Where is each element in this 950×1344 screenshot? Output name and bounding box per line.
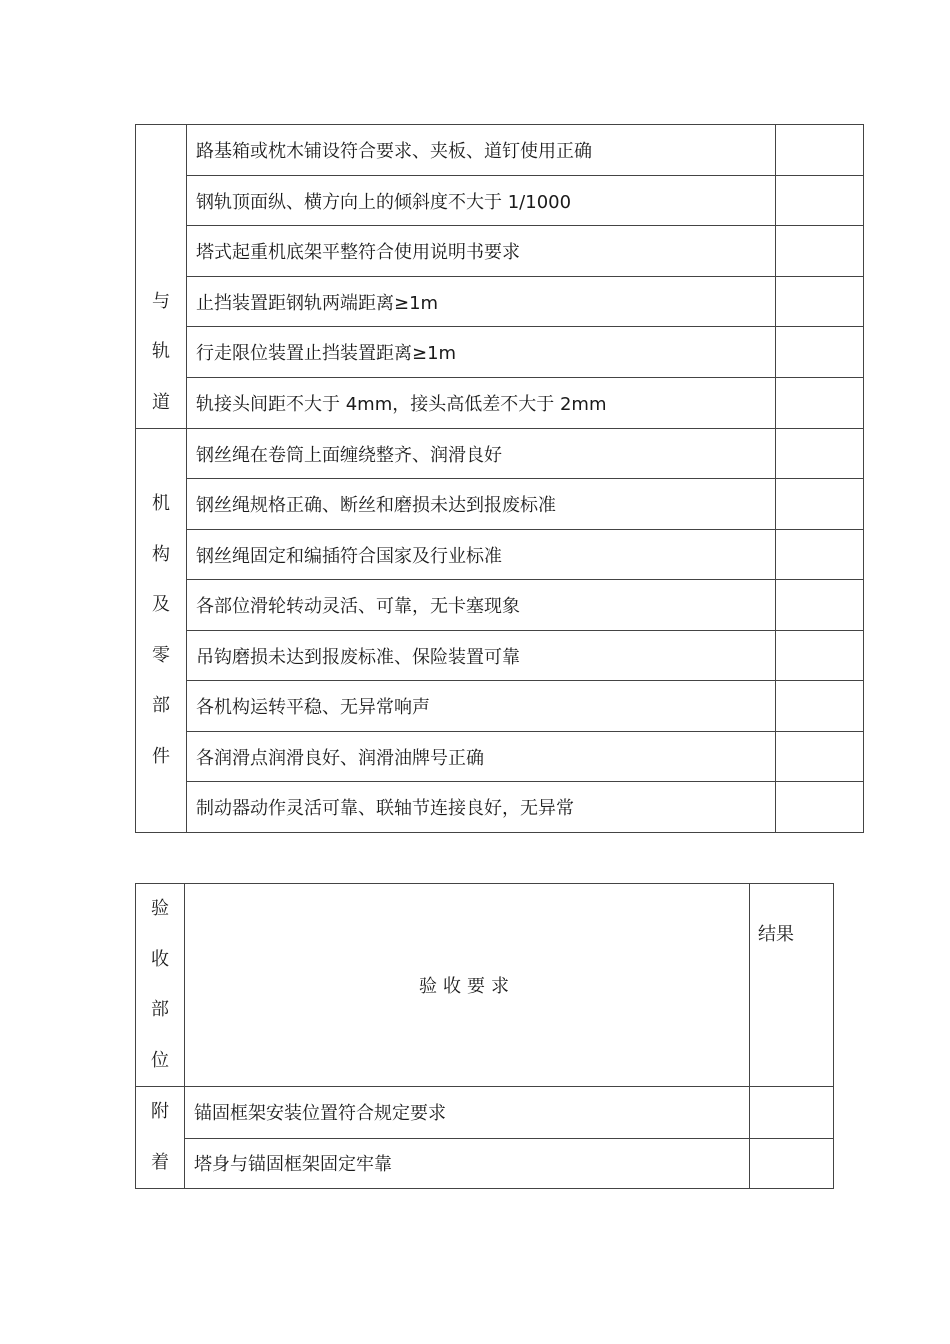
requirement-cell: 塔身与锚固框架固定牢靠 — [185, 1138, 750, 1189]
result-cell[interactable] — [776, 327, 864, 378]
requirement-cell: 各部位滑轮转动灵活、可靠，无卡塞现象 — [187, 580, 776, 631]
result-cell[interactable] — [776, 782, 864, 833]
requirement-cell: 钢丝绳在卷筒上面缠绕整齐、润滑良好 — [187, 429, 776, 479]
inspection-table-2 — [135, 883, 834, 1189]
table-row — [136, 732, 864, 782]
result-cell[interactable] — [750, 1138, 834, 1189]
result-cell[interactable] — [776, 530, 864, 580]
result-cell[interactable] — [776, 277, 864, 327]
table-row — [136, 631, 864, 681]
requirement-cell: 轨接头间距不大于 4mm，接头高低差不大于 2mm — [187, 378, 776, 429]
result-cell[interactable] — [776, 125, 864, 176]
requirement-cell: 钢轨顶面纵、横方向上的倾斜度不大于 1/1000 — [187, 176, 776, 226]
result-cell[interactable] — [776, 479, 864, 530]
table-row — [136, 479, 864, 530]
requirement-cell: 止挡装置距钢轨两端距离≥1m — [187, 277, 776, 327]
header-result: 结果 — [750, 884, 834, 1087]
table-row — [136, 782, 864, 833]
header-inspection-part: 验 收 部 位 — [136, 884, 185, 1087]
requirement-cell: 钢丝绳固定和编插符合国家及行业标准 — [187, 530, 776, 580]
requirement-cell: 各润滑点润滑良好、润滑油牌号正确 — [187, 732, 776, 782]
group-label-track: 与 轨 道 — [136, 125, 187, 429]
requirement-cell: 制动器动作灵活可靠、联轴节连接良好，无异常 — [187, 782, 776, 833]
group-label-attachment: 附 着 — [136, 1087, 185, 1189]
table-row — [136, 176, 864, 226]
requirement-cell: 路基箱或枕木铺设符合要求、夹板、道钉使用正确 — [187, 125, 776, 176]
result-cell[interactable] — [750, 1087, 834, 1139]
table-row — [136, 277, 864, 327]
table-row — [136, 226, 864, 277]
inspection-table-1 — [135, 124, 864, 833]
result-cell[interactable] — [776, 176, 864, 226]
requirement-cell: 行走限位装置止挡装置距离≥1m — [187, 327, 776, 378]
result-cell[interactable] — [776, 378, 864, 429]
result-cell[interactable] — [776, 580, 864, 631]
table-row — [136, 1138, 834, 1189]
table-row — [136, 327, 864, 378]
result-cell[interactable] — [776, 732, 864, 782]
requirement-cell: 吊钩磨损未达到报废标准、保险装置可靠 — [187, 631, 776, 681]
result-cell[interactable] — [776, 226, 864, 277]
result-cell[interactable] — [776, 681, 864, 732]
result-cell[interactable] — [776, 631, 864, 681]
table-row — [136, 1087, 834, 1139]
requirement-cell: 钢丝绳规格正确、断丝和磨损未达到报废标准 — [187, 479, 776, 530]
header-row — [136, 884, 834, 1087]
table-row — [136, 580, 864, 631]
requirement-cell: 锚固框架安装位置符合规定要求 — [185, 1087, 750, 1139]
table-row — [136, 378, 864, 429]
group-label-mechanism: 机 构 及 零 部 件 — [136, 429, 187, 833]
requirement-cell: 各机构运转平稳、无异常响声 — [187, 681, 776, 732]
table-row — [136, 681, 864, 732]
table-row — [136, 530, 864, 580]
result-cell[interactable] — [776, 429, 864, 479]
table-row — [136, 429, 864, 479]
header-requirement: 验收要求 — [185, 884, 750, 1087]
table-row — [136, 125, 864, 176]
requirement-cell: 塔式起重机底架平整符合使用说明书要求 — [187, 226, 776, 277]
